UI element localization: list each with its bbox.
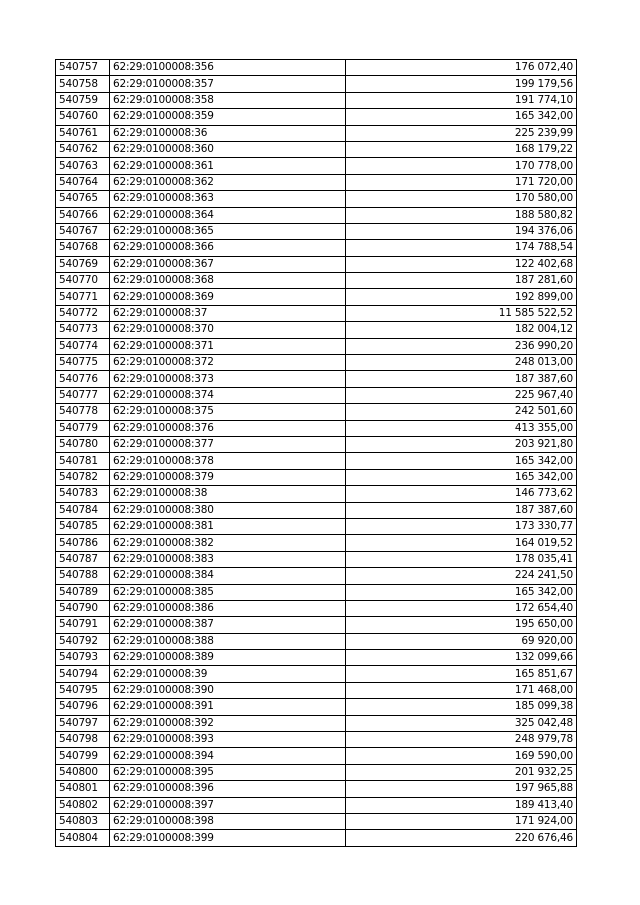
table-row xyxy=(56,404,577,420)
table-row xyxy=(56,813,577,829)
table-row xyxy=(56,453,577,469)
table-row xyxy=(56,715,577,731)
table-row xyxy=(56,781,577,797)
cadastral-value-cell: 187 387,60 xyxy=(346,371,577,387)
table-row xyxy=(56,191,577,207)
cadastral-value-cell: 199 179,56 xyxy=(346,76,577,92)
row-id-cell: 540783 xyxy=(56,486,110,502)
table-row xyxy=(56,732,577,748)
cadastral-value-cell: 325 042,48 xyxy=(346,715,577,731)
table-row xyxy=(56,682,577,698)
cadastral-value-cell: 236 990,20 xyxy=(346,338,577,354)
table-row xyxy=(56,502,577,518)
table-row xyxy=(56,371,577,387)
table-row xyxy=(56,699,577,715)
cadastral-number-cell: 62:29:0100008:392 xyxy=(110,715,346,731)
cadastral-number-cell: 62:29:0100008:381 xyxy=(110,518,346,534)
cadastral-value-cell: 197 965,88 xyxy=(346,781,577,797)
row-id-cell: 540802 xyxy=(56,797,110,813)
table-row xyxy=(56,256,577,272)
cadastral-number-cell: 62:29:0100008:397 xyxy=(110,797,346,813)
row-id-cell: 540794 xyxy=(56,666,110,682)
row-id-cell: 540771 xyxy=(56,289,110,305)
cadastral-number-cell: 62:29:0100008:369 xyxy=(110,289,346,305)
cadastral-value-table xyxy=(55,59,577,847)
cadastral-number-cell: 62:29:0100008:365 xyxy=(110,223,346,239)
cadastral-number-cell: 62:29:0100008:398 xyxy=(110,813,346,829)
cadastral-value-cell: 176 072,40 xyxy=(346,60,577,76)
cadastral-value-cell: 170 778,00 xyxy=(346,158,577,174)
cadastral-value-cell: 191 774,10 xyxy=(346,92,577,108)
cadastral-number-cell: 62:29:0100008:385 xyxy=(110,584,346,600)
cadastral-value-cell: 248 013,00 xyxy=(346,355,577,371)
row-id-cell: 540764 xyxy=(56,174,110,190)
cadastral-value-cell: 194 376,06 xyxy=(346,223,577,239)
cadastral-number-cell: 62:29:0100008:382 xyxy=(110,535,346,551)
row-id-cell: 540765 xyxy=(56,191,110,207)
row-id-cell: 540788 xyxy=(56,568,110,584)
row-id-cell: 540775 xyxy=(56,355,110,371)
cadastral-number-cell: 62:29:0100008:372 xyxy=(110,355,346,371)
cadastral-number-cell: 62:29:0100008:376 xyxy=(110,420,346,436)
table-row xyxy=(56,223,577,239)
table-row xyxy=(56,748,577,764)
cadastral-value-cell: 165 342,00 xyxy=(346,584,577,600)
row-id-cell: 540760 xyxy=(56,109,110,125)
table-row xyxy=(56,338,577,354)
cadastral-number-cell: 62:29:0100008:383 xyxy=(110,551,346,567)
table-row xyxy=(56,486,577,502)
cadastral-number-cell: 62:29:0100008:370 xyxy=(110,322,346,338)
cadastral-value-cell: 413 355,00 xyxy=(346,420,577,436)
table-row xyxy=(56,600,577,616)
table-row xyxy=(56,125,577,141)
cadastral-number-cell: 62:29:0100008:361 xyxy=(110,158,346,174)
row-id-cell: 540761 xyxy=(56,125,110,141)
row-id-cell: 540790 xyxy=(56,600,110,616)
row-id-cell: 540782 xyxy=(56,469,110,485)
row-id-cell: 540767 xyxy=(56,223,110,239)
table-row xyxy=(56,273,577,289)
table-row xyxy=(56,420,577,436)
row-id-cell: 540762 xyxy=(56,141,110,157)
cadastral-value-cell: 225 239,99 xyxy=(346,125,577,141)
cadastral-number-cell: 62:29:0100008:377 xyxy=(110,436,346,452)
table-row xyxy=(56,355,577,371)
table-row xyxy=(56,174,577,190)
cadastral-value-cell: 11 585 522,52 xyxy=(346,305,577,321)
table-row xyxy=(56,764,577,780)
row-id-cell: 540766 xyxy=(56,207,110,223)
cadastral-number-cell: 62:29:0100008:379 xyxy=(110,469,346,485)
cadastral-value-cell: 182 004,12 xyxy=(346,322,577,338)
table-row xyxy=(56,289,577,305)
cadastral-value-cell: 122 402,68 xyxy=(346,256,577,272)
table-row xyxy=(56,650,577,666)
cadastral-number-cell: 62:29:0100008:360 xyxy=(110,141,346,157)
cadastral-number-cell: 62:29:0100008:37 xyxy=(110,305,346,321)
cadastral-value-cell: 203 921,80 xyxy=(346,436,577,452)
table-row xyxy=(56,535,577,551)
cadastral-value-cell: 192 899,00 xyxy=(346,289,577,305)
table-body xyxy=(56,60,577,847)
table-row xyxy=(56,387,577,403)
cadastral-number-cell: 62:29:0100008:356 xyxy=(110,60,346,76)
row-id-cell: 540772 xyxy=(56,305,110,321)
table-row xyxy=(56,141,577,157)
cadastral-value-cell: 195 650,00 xyxy=(346,617,577,633)
row-id-cell: 540799 xyxy=(56,748,110,764)
cadastral-number-cell: 62:29:0100008:387 xyxy=(110,617,346,633)
cadastral-number-cell: 62:29:0100008:38 xyxy=(110,486,346,502)
cadastral-value-cell: 165 342,00 xyxy=(346,469,577,485)
cadastral-value-cell: 69 920,00 xyxy=(346,633,577,649)
table-row xyxy=(56,584,577,600)
row-id-cell: 540792 xyxy=(56,633,110,649)
cadastral-number-cell: 62:29:0100008:367 xyxy=(110,256,346,272)
row-id-cell: 540795 xyxy=(56,682,110,698)
row-id-cell: 540776 xyxy=(56,371,110,387)
table-row xyxy=(56,322,577,338)
row-id-cell: 540803 xyxy=(56,813,110,829)
row-id-cell: 540778 xyxy=(56,404,110,420)
cadastral-number-cell: 62:29:0100008:364 xyxy=(110,207,346,223)
cadastral-number-cell: 62:29:0100008:380 xyxy=(110,502,346,518)
cadastral-value-cell: 165 851,67 xyxy=(346,666,577,682)
cadastral-value-cell: 171 720,00 xyxy=(346,174,577,190)
table-row xyxy=(56,76,577,92)
cadastral-number-cell: 62:29:0100008:374 xyxy=(110,387,346,403)
cadastral-number-cell: 62:29:0100008:399 xyxy=(110,830,346,846)
table-row xyxy=(56,158,577,174)
row-id-cell: 540773 xyxy=(56,322,110,338)
cadastral-value-cell: 171 924,00 xyxy=(346,813,577,829)
cadastral-number-cell: 62:29:0100008:357 xyxy=(110,76,346,92)
table-row xyxy=(56,568,577,584)
row-id-cell: 540780 xyxy=(56,436,110,452)
cadastral-value-cell: 188 580,82 xyxy=(346,207,577,223)
cadastral-number-cell: 62:29:0100008:373 xyxy=(110,371,346,387)
cadastral-value-cell: 187 387,60 xyxy=(346,502,577,518)
row-id-cell: 540774 xyxy=(56,338,110,354)
row-id-cell: 540786 xyxy=(56,535,110,551)
cadastral-value-cell: 185 099,38 xyxy=(346,699,577,715)
row-id-cell: 540804 xyxy=(56,830,110,846)
cadastral-number-cell: 62:29:0100008:366 xyxy=(110,240,346,256)
cadastral-value-cell: 178 035,41 xyxy=(346,551,577,567)
row-id-cell: 540777 xyxy=(56,387,110,403)
cadastral-value-cell: 165 342,00 xyxy=(346,109,577,125)
table-row xyxy=(56,551,577,567)
cadastral-number-cell: 62:29:0100008:394 xyxy=(110,748,346,764)
cadastral-value-cell: 173 330,77 xyxy=(346,518,577,534)
row-id-cell: 540759 xyxy=(56,92,110,108)
row-id-cell: 540781 xyxy=(56,453,110,469)
row-id-cell: 540758 xyxy=(56,76,110,92)
cadastral-number-cell: 62:29:0100008:395 xyxy=(110,764,346,780)
row-id-cell: 540791 xyxy=(56,617,110,633)
row-id-cell: 540768 xyxy=(56,240,110,256)
table-row xyxy=(56,797,577,813)
cadastral-number-cell: 62:29:0100008:375 xyxy=(110,404,346,420)
cadastral-number-cell: 62:29:0100008:36 xyxy=(110,125,346,141)
cadastral-value-cell: 220 676,46 xyxy=(346,830,577,846)
row-id-cell: 540797 xyxy=(56,715,110,731)
cadastral-value-cell: 170 580,00 xyxy=(346,191,577,207)
table-row xyxy=(56,305,577,321)
cadastral-value-cell: 242 501,60 xyxy=(346,404,577,420)
cadastral-number-cell: 62:29:0100008:396 xyxy=(110,781,346,797)
row-id-cell: 540793 xyxy=(56,650,110,666)
cadastral-number-cell: 62:29:0100008:389 xyxy=(110,650,346,666)
cadastral-value-cell: 171 468,00 xyxy=(346,682,577,698)
row-id-cell: 540769 xyxy=(56,256,110,272)
row-id-cell: 540800 xyxy=(56,764,110,780)
cadastral-number-cell: 62:29:0100008:384 xyxy=(110,568,346,584)
cadastral-number-cell: 62:29:0100008:368 xyxy=(110,273,346,289)
cadastral-number-cell: 62:29:0100008:371 xyxy=(110,338,346,354)
row-id-cell: 540801 xyxy=(56,781,110,797)
cadastral-value-cell: 169 590,00 xyxy=(346,748,577,764)
row-id-cell: 540779 xyxy=(56,420,110,436)
cadastral-number-cell: 62:29:0100008:390 xyxy=(110,682,346,698)
cadastral-number-cell: 62:29:0100008:378 xyxy=(110,453,346,469)
table-row xyxy=(56,518,577,534)
table-row xyxy=(56,633,577,649)
table-row xyxy=(56,469,577,485)
table-row xyxy=(56,60,577,76)
cadastral-value-cell: 248 979,78 xyxy=(346,732,577,748)
row-id-cell: 540763 xyxy=(56,158,110,174)
table-row xyxy=(56,666,577,682)
row-id-cell: 540798 xyxy=(56,732,110,748)
cadastral-value-cell: 172 654,40 xyxy=(346,600,577,616)
table-row xyxy=(56,830,577,846)
cadastral-number-cell: 62:29:0100008:39 xyxy=(110,666,346,682)
cadastral-number-cell: 62:29:0100008:393 xyxy=(110,732,346,748)
table-row xyxy=(56,240,577,256)
table-row xyxy=(56,207,577,223)
cadastral-value-cell: 165 342,00 xyxy=(346,453,577,469)
row-id-cell: 540770 xyxy=(56,273,110,289)
table-row xyxy=(56,92,577,108)
row-id-cell: 540796 xyxy=(56,699,110,715)
row-id-cell: 540789 xyxy=(56,584,110,600)
table-row xyxy=(56,109,577,125)
cadastral-value-cell: 187 281,60 xyxy=(346,273,577,289)
cadastral-number-cell: 62:29:0100008:359 xyxy=(110,109,346,125)
cadastral-value-cell: 189 413,40 xyxy=(346,797,577,813)
table-row xyxy=(56,617,577,633)
cadastral-value-cell: 168 179,22 xyxy=(346,141,577,157)
cadastral-number-cell: 62:29:0100008:391 xyxy=(110,699,346,715)
cadastral-value-cell: 201 932,25 xyxy=(346,764,577,780)
cadastral-value-cell: 146 773,62 xyxy=(346,486,577,502)
cadastral-value-cell: 224 241,50 xyxy=(346,568,577,584)
row-id-cell: 540785 xyxy=(56,518,110,534)
cadastral-number-cell: 62:29:0100008:386 xyxy=(110,600,346,616)
cadastral-value-cell: 164 019,52 xyxy=(346,535,577,551)
cadastral-value-cell: 132 099,66 xyxy=(346,650,577,666)
cadastral-number-cell: 62:29:0100008:362 xyxy=(110,174,346,190)
cadastral-number-cell: 62:29:0100008:358 xyxy=(110,92,346,108)
cadastral-value-cell: 174 788,54 xyxy=(346,240,577,256)
table-row xyxy=(56,436,577,452)
cadastral-number-cell: 62:29:0100008:388 xyxy=(110,633,346,649)
cadastral-value-cell: 225 967,40 xyxy=(346,387,577,403)
row-id-cell: 540757 xyxy=(56,60,110,76)
row-id-cell: 540784 xyxy=(56,502,110,518)
row-id-cell: 540787 xyxy=(56,551,110,567)
cadastral-number-cell: 62:29:0100008:363 xyxy=(110,191,346,207)
